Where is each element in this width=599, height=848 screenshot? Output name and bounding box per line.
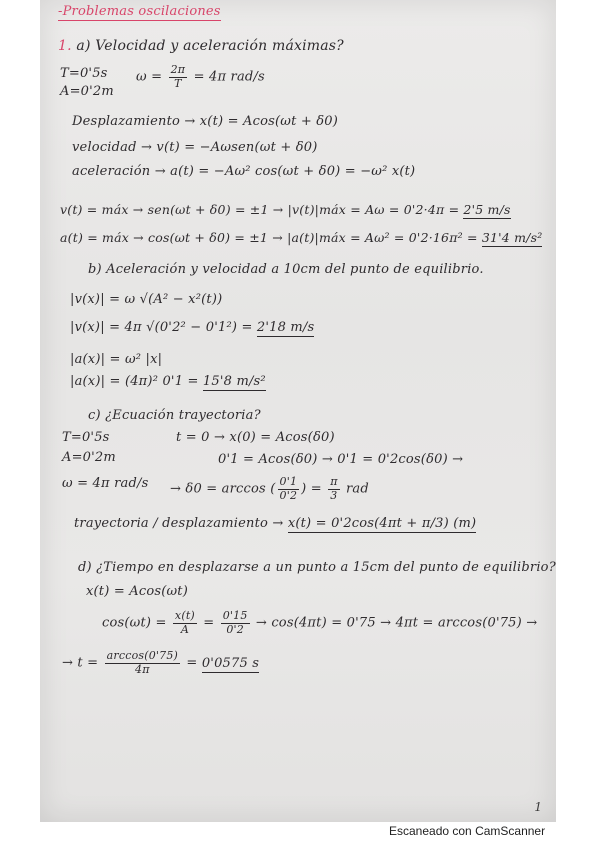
cos-lhs: cos(ωt) = [102, 615, 167, 631]
velocity-position-result: 2'18 m/s [256, 320, 315, 335]
question-a-text: a) Velocidad y aceleración máximas? [76, 38, 344, 54]
cos-equation [102, 610, 537, 636]
question-d: d) ¿Tiempo en desplazarse a un punto a 15cm del punto de equilibrio? [78, 560, 556, 575]
velocity-position-calc [70, 320, 314, 335]
trajectory-line [74, 516, 476, 531]
question-c: c) ¿Ecuación trayectoria? [88, 408, 261, 423]
scanner-watermark: Escaneado con CamScanner [389, 824, 546, 838]
acceleration-equation: aceleración → a(t) = −Aω² cos(ωt + δ0) = −ω² x(t) [72, 164, 416, 179]
initial-condition: t = 0 → x(0) = Acos(δ0) [176, 430, 335, 445]
displacement-equation: Desplazamiento → x(t) = Acos(ωt + δ0) [72, 114, 339, 129]
trajectory-equation: x(t) = 0'2cos(4πt + π/3) (m) [287, 516, 477, 531]
phase-arccos: → δ0 = arccos [170, 481, 266, 497]
given-period-c: T=0'5s [62, 430, 110, 445]
accel-position-calc-text: |a(x)| = (4π)² 0'1 = [70, 374, 203, 389]
vmax-result: 2'5 m/s [463, 202, 511, 217]
cos-denominator-2: 0'2 [226, 622, 244, 636]
phase-fraction [278, 476, 300, 502]
omega-numerator: 2π [170, 63, 186, 76]
amax-text: a(t) = máx → cos(ωt + δ0) = ±1 → |a(t)|máx = Aω² = 0'2·16π² = [60, 230, 482, 245]
phase-value-denominator: 3 [330, 488, 338, 502]
phase-result: → δ0 = arccos ( $\frac{0'1}{0'2}$ ) = $\frac{\pi}{3}$ rad [170, 475, 369, 502]
cos-numerator-2: 0'15 [222, 609, 248, 622]
given-amplitude-c: A=0'2m [62, 450, 116, 465]
cos-equals: = [203, 615, 215, 631]
amax-line [60, 230, 542, 245]
time-equals: = [186, 655, 198, 671]
phase-unit: rad [345, 481, 369, 497]
cos-fraction-2 [221, 610, 250, 636]
phase-value-fraction [328, 476, 339, 502]
phase-value-numerator: π [330, 475, 338, 488]
omega-fraction [169, 64, 188, 90]
given-period: T=0'5s [60, 66, 108, 81]
position-formula: x(t) = Acos(ωt) [86, 584, 188, 599]
notebook-page [40, 0, 556, 822]
omega-denominator: T [174, 76, 182, 90]
omega-lhs: ω = [136, 69, 163, 85]
page-number: 1 [534, 800, 542, 814]
question-b: b) Aceleración y velocidad a 10cm del punto de equilibrio. [88, 262, 484, 277]
time-result [62, 650, 259, 676]
omega-equation [136, 64, 265, 90]
phase-equals: = [310, 481, 322, 497]
cos-rest: → cos(4πt) = 0'75 → 4πt = arccos(0'75) → [255, 615, 538, 631]
cos-fraction-1 [173, 610, 197, 636]
cos-denominator-1: A [180, 622, 189, 636]
given-omega-c: ω = 4π rad/s [62, 476, 149, 491]
phase-equation: 0'1 = Acos(δ0) → 0'1 = 0'2cos(δ0) → [218, 452, 464, 467]
page-header [58, 4, 221, 19]
velocity-equation: velocidad → v(t) = −Aωsen(ωt + δ0) [72, 140, 318, 155]
time-lhs: → t = [62, 655, 99, 671]
time-denominator: 4π [135, 662, 150, 676]
time-value: 0'0575 s [201, 655, 260, 671]
time-numerator: arccos(0'75) [106, 649, 179, 662]
question-a [58, 38, 344, 54]
omega-rhs: = 4π rad/s [193, 69, 265, 85]
time-fraction [105, 650, 180, 676]
accel-position-calc [70, 374, 266, 389]
velocity-position-calc-text: |v(x)| = 4π √(0'2² − 0'1²) = [70, 320, 257, 335]
cos-numerator-1: x(t) [174, 609, 195, 622]
phase-denominator: 0'2 [279, 488, 298, 502]
given-amplitude: A=0'2m [60, 84, 114, 99]
vmax-line [60, 202, 511, 217]
accel-position-result: 15'8 m/s² [202, 374, 266, 389]
problem-number: 1. [58, 38, 72, 54]
trajectory-label: trayectoria / desplazamiento → [74, 516, 284, 531]
accel-position-formula: |a(x)| = ω² |x| [70, 352, 163, 367]
amax-result: 31'4 m/s² [481, 230, 543, 245]
velocity-position-formula: |v(x)| = ω √(A² − x²(t)) [70, 292, 223, 307]
vmax-text: v(t) = máx → sen(ωt + δ0) = ±1 → |v(t)|máx = Aω = 0'2·4π = [60, 202, 464, 217]
header-text: -Problemas oscilaciones [58, 4, 221, 19]
phase-numerator: 0'1 [279, 475, 298, 488]
